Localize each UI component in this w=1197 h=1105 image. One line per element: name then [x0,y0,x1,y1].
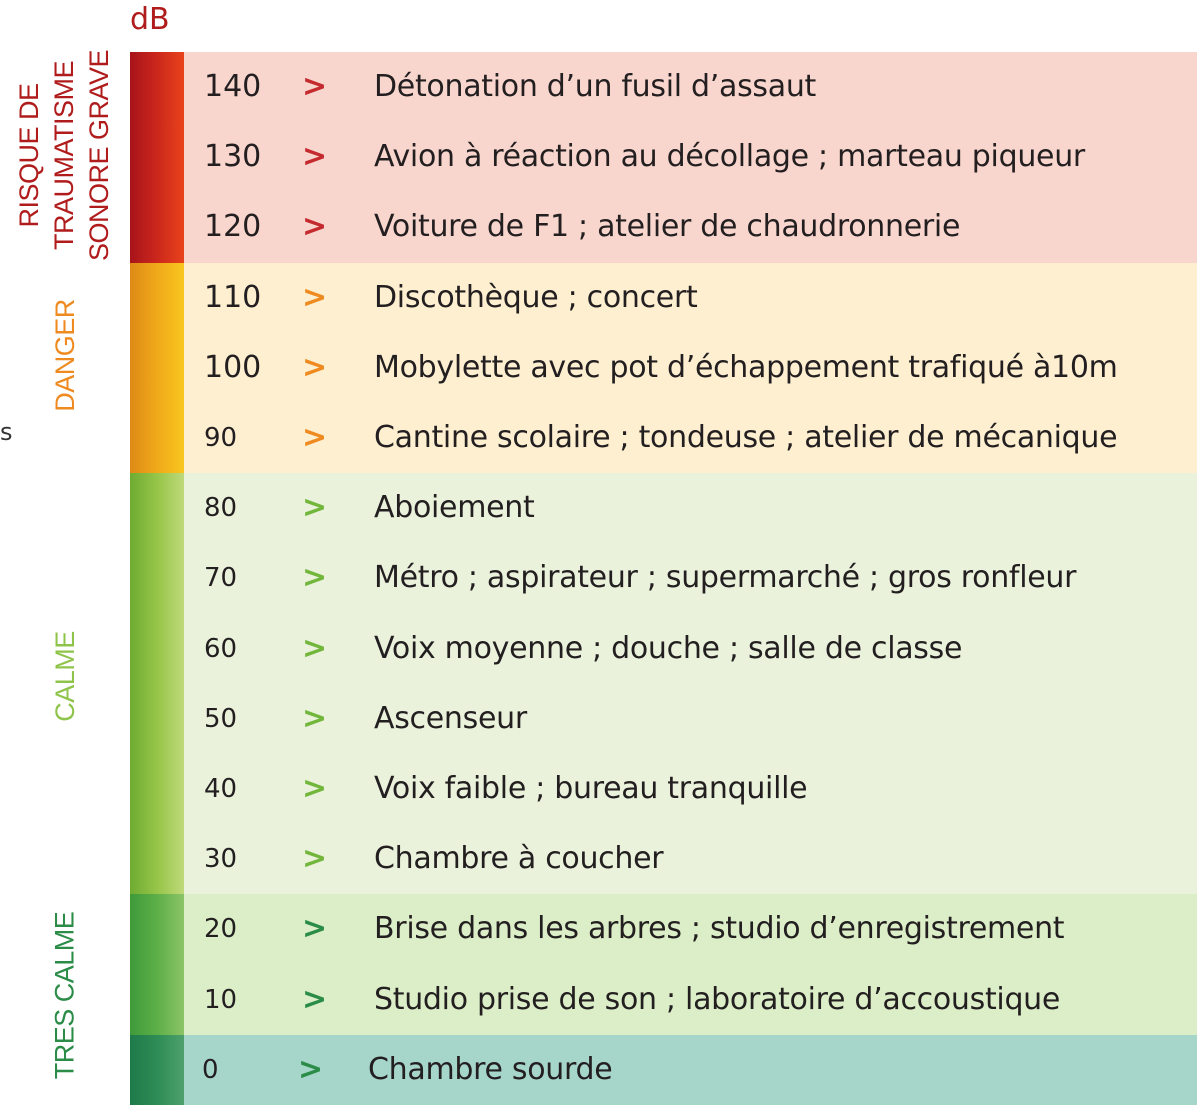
noise-source-description: Chambre sourde [368,1051,613,1087]
chevron-right-icon: > [302,209,328,245]
noise-source-description: Métro ; aspirateur ; supermarché ; gros ronfleur [374,560,1077,596]
zone-sourde-color-bar [130,1035,184,1105]
db-value: 130 [204,139,262,175]
chevron-right-icon: > [302,139,328,175]
db-value: 10 [204,984,238,1015]
db-value: 70 [204,563,238,594]
scale-row [184,192,1197,262]
noise-source-description: Chambre à coucher [374,841,664,877]
scale-row [184,965,1197,1035]
db-value: 20 [204,914,238,945]
chevron-right-icon: > [302,981,328,1017]
zone-calme-label-line: CALME [49,630,80,722]
chevron-right-icon: > [302,700,328,736]
scale-row [184,754,1197,824]
chevron-right-icon: > [302,349,328,385]
noise-source-description: Cantine scolaire ; tondeuse ; atelier de mécanique [374,420,1118,455]
chevron-right-icon: > [302,841,328,877]
noise-source-description: Ascenseur [374,700,527,736]
zone-danger-label-line: DANGER [49,298,80,412]
db-value: 50 [204,703,238,734]
scale-row [184,684,1197,754]
db-unit-label: dB [130,2,170,37]
noise-source-description: Studio prise de son ; laboratoire d’accoustique [374,981,1061,1017]
zone-tres-calme-label-line: TRES CALME [49,911,80,1079]
chevron-right-icon: > [302,69,328,104]
zone-tres-calme-label [0,895,130,1095]
noise-source-description: Voiture de F1 ; atelier de chaudronnerie [374,209,961,245]
scale-row [184,263,1197,333]
chevron-right-icon: > [302,771,328,806]
db-value: 140 [204,69,262,104]
scale-row [184,543,1197,613]
chevron-right-icon: > [302,911,328,947]
zone-calme-color-bar [130,473,184,894]
noise-source-description: Voix moyenne ; douche ; salle de classe [374,630,963,666]
scale-row [184,333,1197,403]
scale-row [184,824,1197,894]
chevron-right-icon: > [302,490,328,526]
chevron-right-icon: > [302,279,328,315]
noise-source-description: Mobylette avec pot d’échappement trafiqué à10m [374,349,1118,385]
chevron-right-icon: > [298,1051,324,1087]
scale-row [184,473,1197,543]
noise-source-description: Avion à réaction au décollage ; marteau piqueur [374,139,1085,175]
noise-source-description: Voix faible ; bureau tranquille [374,771,808,806]
scale-row [184,122,1197,192]
zone-risque-label [0,49,130,261]
zone-danger-label [0,255,130,455]
db-value: 100 [204,349,262,385]
chevron-right-icon: > [302,420,328,455]
db-value: 120 [204,209,262,245]
db-value: 30 [204,844,238,875]
db-value: 110 [204,279,262,315]
noise-source-description: Brise dans les arbres ; studio d’enregistrement [374,911,1065,947]
zone-risque-label-line: RISQUE DE [14,82,45,228]
zone-risque-label-line: TRAUMATISME [49,60,80,250]
scale-row [184,52,1197,122]
db-value: 80 [204,493,238,524]
zone-tres-calme-color-bar [130,894,184,1034]
noise-source-description: Aboiement [374,490,535,526]
scale-row [184,403,1197,473]
db-value: 0 [202,1054,219,1085]
noise-source-description: Détonation d’un fusil d’assaut [374,69,817,104]
noise-source-description: Discothèque ; concert [374,279,698,315]
db-value: 40 [204,774,238,804]
stray-letter: s [0,418,13,446]
zone-risque-label-line: SONORE GRAVE [84,49,115,261]
db-value: 60 [204,633,238,664]
zone-calme-label [0,576,130,776]
db-value: 90 [204,423,238,453]
chevron-right-icon: > [302,560,328,596]
chevron-right-icon: > [302,630,328,666]
scale-row [184,1035,1197,1105]
scale-row [184,614,1197,684]
scale-row [184,894,1197,964]
zone-risque-color-bar [130,52,184,263]
zone-danger-color-bar [130,263,184,474]
